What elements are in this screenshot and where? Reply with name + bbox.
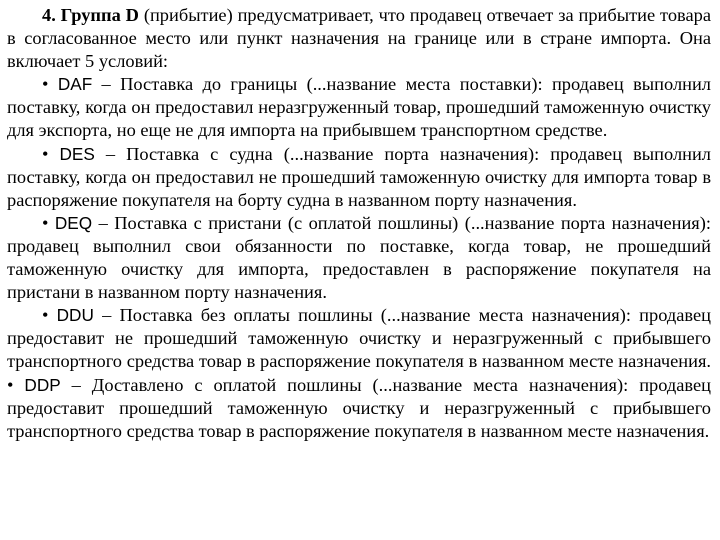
term-label: DEQ xyxy=(54,212,93,233)
bullet: • xyxy=(42,212,55,233)
term-label: DES xyxy=(59,143,95,164)
section-number: 4. Группа D xyxy=(42,5,139,25)
incoterm-daf xyxy=(7,73,711,142)
intro-paragraph xyxy=(7,4,711,73)
term-label: DAF xyxy=(57,74,93,95)
term-description: – Доставлено с оплатой пошлины (...название места назначения): продавец предоставит прошедший таможенную очистку и неразгруженный с прибывшего транспортного средства товар в распоряжение покупателя в названном месте назначения. xyxy=(7,374,711,441)
bullet: • xyxy=(42,305,57,326)
incoterm-deq xyxy=(7,212,711,304)
term-description: – Поставка с пристани (с оплатой пошлины) (...название порта назначения): продавец выполнил свои обязанности по поставке, когда товар, не прошедший таможенную очистку для импорта, предоставлен в распоряжение покупателя на пристани в названном порту назначения. xyxy=(7,212,711,303)
term-description: – Поставка до границы (...название места поставки): продавец выполнил поставку, когда он предоставил неразгруженный товар, прошедший таможенную очистку для экспорта, но еще не для импорта на прибывшем транспортном средстве. xyxy=(7,74,711,141)
term-description: – Поставка без оплаты пошлины (...название места назначения): продавец предоставит не прошедший таможенную очистку и неразгруженный с прибывшего транспортного средства товар в распоряжение покупателя в названном месте назначения. xyxy=(7,305,711,372)
term-label: DDU xyxy=(56,305,94,326)
bullet: • xyxy=(42,143,60,164)
intro-text: (прибытие) предусматривает, что продавец отвечает за прибытие товара в согласованное место или пункт назначения на границе или в стране импорта. Она включает 5 условий: xyxy=(7,5,711,72)
term-label: DDP xyxy=(24,374,61,395)
incoterm-des xyxy=(7,143,711,212)
bullet: • xyxy=(7,374,25,395)
document-body xyxy=(7,4,711,443)
bullet: • xyxy=(42,74,58,95)
incoterm-ddu-ddp xyxy=(7,304,711,443)
term-description: – Поставка с судна (...название порта назначения): продавец выполнил поставку, когда он предоставил не прошедший таможенную очистку для импорта товар в распоряжение покупателя на борту судна в названном порту назначения. xyxy=(7,143,711,210)
